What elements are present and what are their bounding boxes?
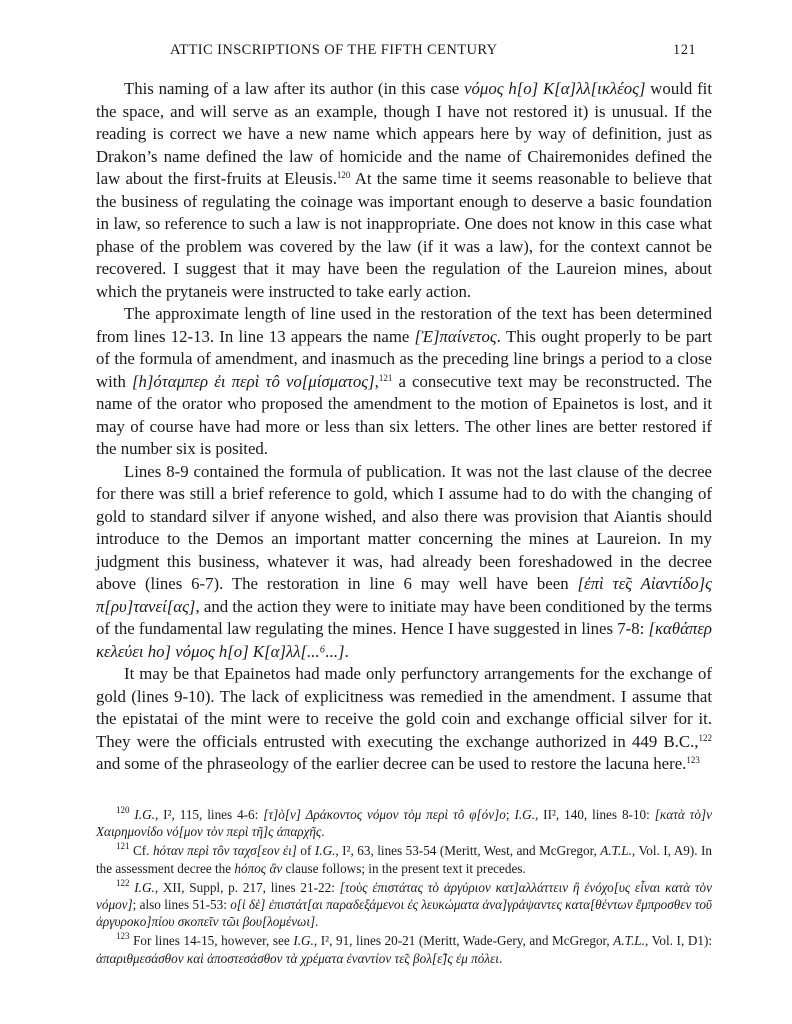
text-run: For lines 14-15, however, see: [129, 933, 294, 949]
text-run: , I², 63, lines 53-54 (Meritt, West, and McGregor,: [335, 843, 601, 859]
text-run: ,: [374, 371, 379, 391]
text-run: , I², 115, lines 4-6:: [154, 807, 264, 822]
text-run: , and the action they were to initiate may have been conditioned by the terms of the fundamental law regulating the mines. Hence I have suggested in lines 7-8:: [96, 596, 712, 638]
greek-citation: I.G.: [129, 807, 155, 822]
page-number: 121: [673, 42, 696, 58]
text-run: , I², 91, lines 20-21 (Meritt, Wade-Gery, and McGregor,: [313, 933, 614, 949]
text-run: , XII, Suppl, p. 217, lines 21-22:: [154, 879, 340, 895]
text-run: ;: [505, 807, 515, 822]
greek-citation: ο[ἱ δὲ] ἐπιστάτ[αι παραδεξάμενοι ἐς λευκώματα ἀνα]γράψαντες κατα[θέντων ἔμπροσθεν τοῦ ἀργυροκο]πίου σκοπεῖν τῶι βου[λομένωι]: [96, 897, 712, 930]
greek-citation: I.G.: [314, 843, 336, 859]
footnote-ref: 120: [336, 170, 351, 180]
greek-citation: [ἐπὶ τε̃ς Αἰαντίδο]ς π[ρυ]τανεί[ας]: [96, 574, 712, 616]
text-run: .: [321, 824, 325, 840]
text-run: , II², 140, lines 8-10:: [534, 807, 655, 822]
text-run: Cf.: [129, 843, 153, 859]
paragraph: [96, 78, 712, 303]
text-run: The approximate length of line used in the restoration of the text has been determined from lines 12-13. In line 13 appears the name: [96, 304, 712, 346]
footnote-ref: 123: [116, 931, 130, 942]
text-run: ; also lines 51-53:: [132, 897, 231, 913]
greek-citation: A.T.L.: [600, 843, 632, 859]
greek-citation: I.G.: [514, 807, 535, 822]
text-run: . This ought properly to be part of the formula of amendment, and inasmuch as the preceding line brings a period to a close with: [96, 326, 712, 391]
text-run: .: [498, 950, 503, 966]
footnote-ref: 121: [116, 841, 130, 852]
greek-citation: [τ]ὸ[ν] Δράκοντος νόμον τὸμ περὶ τô φ[όν]ο: [263, 807, 506, 822]
footnote: [96, 806, 712, 840]
text-run: It may be that Epainetos had made only perfunctory arrangements for the exchange of gold (lines 9-10). The lack of explicitness was remedied in the amendment. I assume that the epistatai of the mint were to receive the gold coin and exchange official silver for it. They were the officials entrusted with executing the exchange authorized in 449 B.C.,: [96, 664, 712, 751]
text-run: a consecutive text may be reconstructed. The name of the orator who proposed the amendment to the motion of Epainetos is lost, and it may of course have had more or less than six letters. The other lines are better restored if the number six is posited.: [96, 371, 713, 458]
running-title: ATTIC INSCRIPTIONS OF THE FIFTH CENTURY: [170, 42, 498, 58]
footnote: [96, 842, 712, 876]
footnote-ref: 121: [378, 372, 393, 383]
greek-citation: [Ἐ]παίνετος: [414, 326, 497, 346]
greek-citation: I.G.: [129, 879, 155, 895]
text-run: This naming of a law after its author (in this case: [124, 79, 465, 98]
footnote: [96, 879, 712, 931]
paragraph: [96, 461, 712, 664]
text-run: , Vol. I, A9). In the assessment decree the: [96, 843, 712, 876]
greek-citation: hόταν περὶ τôν ταχσ[εον ἐι]: [152, 843, 297, 859]
greek-citation: A.T.L.: [613, 933, 645, 949]
greek-citation: [κατὰ τὸ]ν Χαιρημονίδο νό[μον τὸν περὶ τῆ]ς ἀπαρχῆς: [96, 807, 712, 840]
text-run: clause follows; in the present text it precedes.: [282, 860, 526, 876]
text-run: would fit the space, and will serve as an example, though I have not restored it) is unusual. If the reading is correct we have a new name which appears here by way of definition, just as Drakon’s name defined the law of homicide and the name of Chairemonides defined the law about the first-fruits at Eleusis.: [96, 79, 712, 188]
text-run: At the same time it seems reasonable to believe that the business of regulating the coinage was important enough to deserve a basic foundation in law, so reference to such a law is not inappropriate. One does not know in this case what phase of the problem was covered by the law (if it was a law), for the context cannot be recovered. I suggest that it may have been the regulation of the Laureion mines, about which the prytaneis were instructed to take early action.: [96, 169, 712, 301]
greek-citation: hόπος ἂν: [234, 860, 283, 876]
paragraph: [96, 663, 712, 776]
text-run: and some of the phraseology of the earlier decree can be used to restore the lacuna here.: [96, 754, 687, 773]
footnotes: [96, 806, 712, 969]
text-run: , Vol. I, D1):: [644, 933, 712, 949]
text-run: Lines 8-9 contained the formula of publication. It was not the last clause of the decree for there was still a brief reference to gold, which I assume had to do with the changing of gold to standard silver if anyone wished, and also there was provision that Aiantis should introduce to the Demos an important matter concerning the mines at Laureion. In my judgment this business, whatever it was, had already been foreshadowed in the decree above (lines 6-7). The restoration in line 6 may well have been: [96, 461, 712, 593]
footnote-ref: 123: [686, 755, 700, 765]
greek-citation: [καθάπερ κελεύει ho] νόμος h[o] Κ[α]λλ[...⁶...]: [96, 619, 712, 661]
footnote-ref: 122: [698, 732, 712, 743]
main-text: [96, 78, 712, 776]
paragraph: [96, 303, 712, 461]
greek-citation: [h]όταμπερ ἐι περὶ τô νο[μίσματος]: [131, 371, 375, 391]
greek-citation: [τοὺς ἐπιστάτας τὸ ἀργύριον κατ]αλλάττειν ἢ ἐνόχο[υς εἶναι κατὰ τὸν νόμον]: [96, 879, 712, 913]
footnote-ref: 122: [116, 877, 130, 888]
text-run: .: [344, 641, 349, 661]
greek-citation: νόμος h[o] Κ[α]λλ[ικλέος]: [464, 79, 646, 98]
greek-citation: ἀπαριθμεσάσθον καὶ ἀποστεσάσθον τὰ χρέματα ἐναντίον τε̃ς βολ[ε̃]ς ἐμ πόλει: [96, 950, 499, 966]
footnote-ref: 120: [116, 805, 130, 815]
text-run: .: [315, 914, 319, 930]
footnote: [96, 932, 712, 966]
greek-citation: I.G.: [293, 933, 314, 949]
text-run: of: [296, 843, 315, 859]
